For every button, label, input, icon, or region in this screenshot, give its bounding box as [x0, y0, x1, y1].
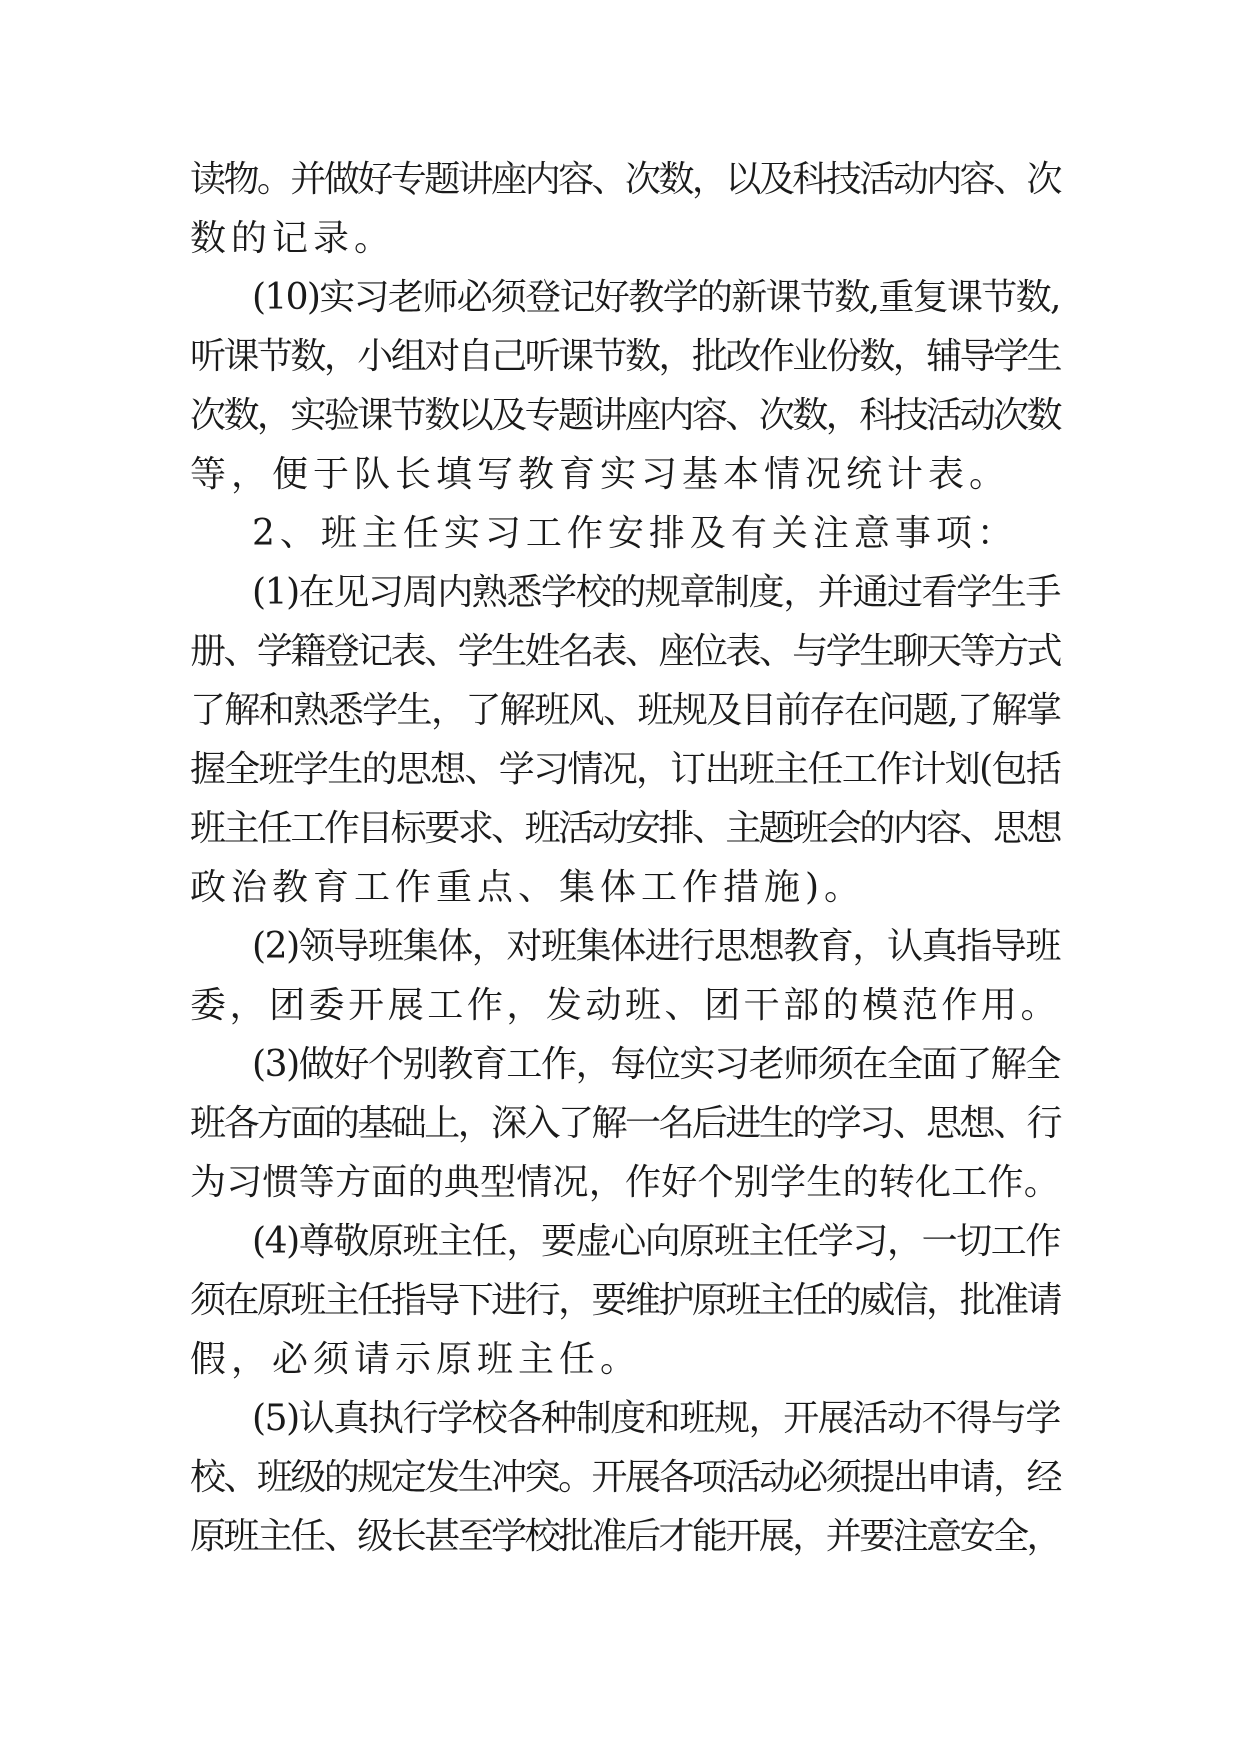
paragraph-item-5: (5)认真执行学校各种制度和班规，开展活动不得与学 [252, 1398, 1060, 1439]
text-line: 了解和熟悉学生，了解班风、班规及目前存在问题,了解掌 [190, 690, 1061, 731]
text-line: 校、班级的规定发生冲突。开展各项活动必须提出申请，经 [190, 1457, 1061, 1498]
text-line: 政治教育工作重点、集体工作措施)。 [190, 867, 866, 908]
paragraph-item-1: (1)在见习周内熟悉学校的规章制度，并通过看学生手 [252, 572, 1060, 613]
paragraph-item-10: (10)实习老师必须登记好教学的新课节数,重复课节数, [252, 277, 1060, 318]
text-line: 假，必须请示原班主任。 [190, 1339, 642, 1380]
text-line: 班主任工作目标要求、班活动安排、主题班会的内容、思想 [190, 808, 1061, 849]
paragraph-item-3: (3)做好个别教育工作，每位实习老师须在全面了解全 [252, 1044, 1060, 1085]
text-line: 次数，实验课节数以及专题讲座内容、次数，科技活动次数 [190, 395, 1061, 436]
text-line: 班各方面的基础上，深入了解一名后进生的学习、思想、行 [190, 1103, 1061, 1144]
text-line: 原班主任、级长甚至学校批准后才能开展，并要注意安全， [190, 1516, 1061, 1557]
text-line: 委，团委开展工作，发动班、团干部的模范作用。 [190, 985, 1060, 1026]
text-line: 为习惯等方面的典型情况，作好个别学生的转化工作。 [190, 1162, 1061, 1203]
paragraph-item-4: (4)尊敬原班主任，要虚心向原班主任学习，一切工作 [252, 1221, 1060, 1262]
paragraph-item-2: (2)领导班集体，对班集体进行思想教育，认真指导班 [252, 926, 1060, 967]
text-line: 数的记录。 [190, 218, 396, 259]
section-heading: 2、班主任实习工作安排及有关注意事项： [252, 513, 1018, 554]
text-line: 册、学籍登记表、学生姓名表、座位表、与学生聊天等方式 [190, 631, 1061, 672]
text-line: 握全班学生的思想、学习情况，订出班主任工作计划(包括 [190, 749, 1061, 790]
text-line: 读物。并做好专题讲座内容、次数，以及科技活动内容、次 [190, 159, 1061, 200]
text-line: 须在原班主任指导下进行，要维护原班主任的威信，批准请 [190, 1280, 1061, 1321]
text-line: 等，便于队长填写教育实习基本情况统计表。 [190, 454, 1011, 495]
text-line: 听课节数，小组对自己听课节数，批改作业份数，辅导学生 [190, 336, 1061, 377]
